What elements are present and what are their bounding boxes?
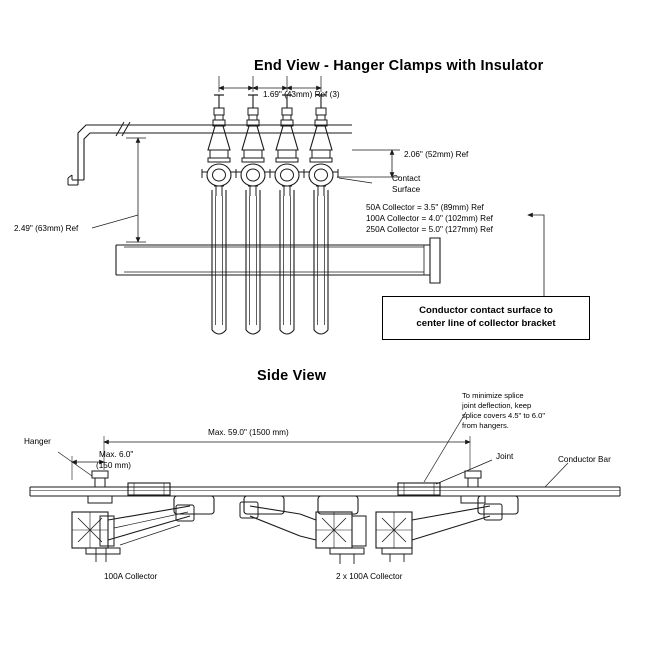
dim-right-label: 2.06" (52mm) Ref: [404, 150, 469, 159]
collector-dim-250a: 250A Collector = 5.0" (127mm) Ref: [366, 225, 493, 234]
conductor-bar-label: Conductor Bar: [558, 455, 611, 464]
conductor-note-line1: Conductor contact surface to: [419, 305, 553, 317]
collector-dim-100a: 100A Collector = 4.0" (102mm) Ref: [366, 214, 493, 223]
contact-surface-label-line2: Surface: [392, 185, 421, 194]
max-overhang-line2: (150 mm): [96, 461, 132, 470]
dim-spacing-label: 1.69" (43mm) Ref (3): [263, 90, 340, 99]
collector-left-label: 100A Collector: [104, 572, 158, 581]
max-span-label: Max. 59.0" (1500 mm): [208, 428, 289, 437]
dim-left-label: 2.49" (63mm) Ref: [14, 224, 79, 233]
conductor-note-line2: center line of collector bracket: [416, 318, 556, 329]
splice-note-line1: To minimize splice: [462, 391, 524, 400]
side-view-group: [30, 412, 620, 564]
end-view-title: End View - Hanger Clamps with Insulator: [254, 58, 544, 74]
side-view-title: Side View: [257, 368, 327, 384]
collector-dim-50a: 50A Collector = 3.5" (89mm) Ref: [366, 203, 484, 212]
conductor-note-box: [382, 296, 590, 340]
splice-note-line4: from hangers.: [462, 421, 509, 430]
joint-label: Joint: [496, 452, 514, 461]
splice-note-line3: splice covers 4.5" to 6.0": [462, 411, 546, 420]
hanger-label: Hanger: [24, 437, 51, 446]
max-overhang-line1: Max. 6.0": [99, 450, 134, 459]
contact-surface-label-line1: Contact: [392, 174, 421, 183]
splice-note-line2: joint deflection, keep: [462, 401, 532, 410]
collector-right-label: 2 x 100A Collector: [336, 572, 403, 581]
